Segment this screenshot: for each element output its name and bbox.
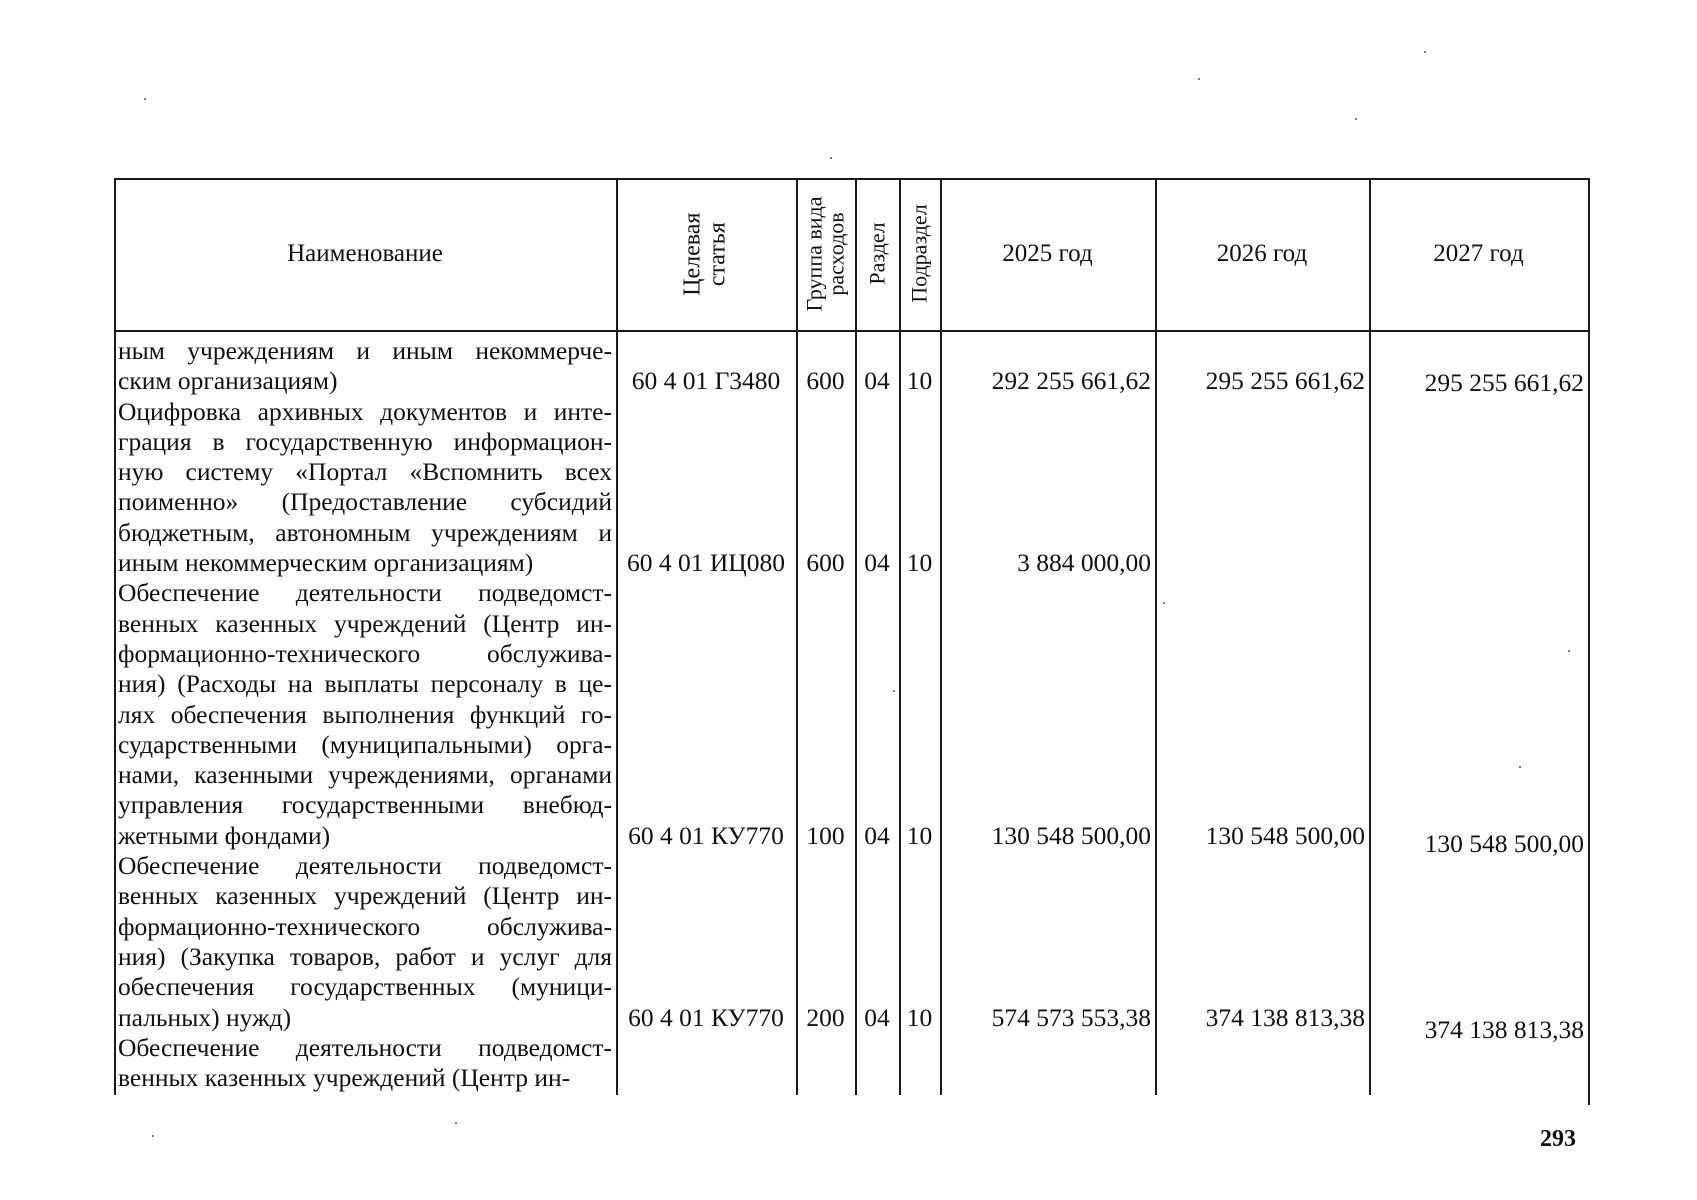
page-number: 293 <box>1540 1126 1576 1152</box>
scan-speck <box>455 1122 457 1124</box>
row-name-line: ским организациям) <box>118 366 338 396</box>
header-subsection <box>899 178 940 330</box>
table-border-right <box>1588 178 1590 1105</box>
cell-group: 100 <box>806 820 845 850</box>
row-name-line: Обеспечение деятельности подведомст- <box>118 1032 612 1062</box>
header-target-article-text: Целевая статья <box>679 212 731 296</box>
cell-section: 04 <box>864 820 890 850</box>
row-name-line: грация в государственную информацион- <box>118 426 612 456</box>
row-name-line: поименно» (Предоставление субсидий <box>118 487 612 517</box>
row-name <box>118 578 612 851</box>
row-name-line: Обеспечение деятельности подведомст- <box>118 578 612 608</box>
row-name-line: ния) (Закупка товаров, работ и услуг для <box>118 941 612 971</box>
header-name-text: Наименование <box>287 240 443 267</box>
cell-y2026: 130 548 500,00 <box>1205 820 1365 850</box>
cell-target: 60 4 01 Г3480 <box>631 366 781 396</box>
header-name <box>114 178 616 330</box>
header-year-2027-text: 2027 год <box>1433 240 1524 267</box>
cell-subsection: 10 <box>906 1002 933 1032</box>
cell-y2025: 3 884 000,00 <box>1017 548 1151 578</box>
cell-y2025: 130 548 500,00 <box>991 820 1151 850</box>
cell-section: 04 <box>864 548 890 578</box>
header-expense-group <box>796 178 855 330</box>
cell-target: 60 4 01 КУ770 <box>628 1002 784 1032</box>
row-name-line: жетными фондами) <box>118 820 331 850</box>
cell-y2026: 295 255 661,62 <box>1205 366 1365 396</box>
header-year-2027 <box>1369 178 1588 330</box>
cell-y2026: 374 138 813,38 <box>1205 1002 1365 1032</box>
scan-speck <box>144 98 146 100</box>
row-name-line: формационно-технического обслужива- <box>118 638 612 668</box>
row-name-line: сударственными (муниципальными) орга- <box>118 729 612 759</box>
cell-y2025: 574 573 553,38 <box>991 1002 1151 1032</box>
cell-target: 60 4 01 КУ770 <box>628 820 784 850</box>
row-name-line: венных казенных учреждений (Центр ин- <box>118 881 612 911</box>
scan-speck <box>830 157 832 159</box>
cell-y2027: 295 255 661,62 <box>1424 368 1584 398</box>
row-name-line: Оцифровка архивных документов и инте- <box>118 396 612 426</box>
cell-y2025: 292 255 661,62 <box>991 366 1151 396</box>
cell-group: 600 <box>806 548 845 578</box>
scan-speck <box>1198 78 1200 80</box>
cell-group: 200 <box>806 1002 845 1032</box>
cell-subsection: 10 <box>906 366 933 396</box>
row-name-line: пальных) нужд) <box>118 1002 292 1032</box>
header-year-2026-text: 2026 год <box>1216 240 1308 267</box>
row-name-line: лях обеспечения выполнения функций го- <box>118 699 612 729</box>
row-name-line: ния) (Расходы на выплаты персоналу в це- <box>118 669 612 699</box>
row-name-line: бюджетным, автономным учреждениям и <box>118 517 612 547</box>
row-name-line: нами, казенными учреждениями, органами <box>118 760 612 790</box>
row-name-line: формационно-технического обслужива- <box>118 911 612 941</box>
row-name <box>118 336 612 397</box>
header-year-2026 <box>1155 178 1369 330</box>
row-name <box>118 851 612 1033</box>
header-section-text: Раздел <box>864 222 890 286</box>
row-name-line: венных казенных учреждений (Центр ин- <box>118 1063 571 1093</box>
cell-section: 04 <box>864 1002 890 1032</box>
cell-y2027: 130 548 500,00 <box>1424 828 1584 858</box>
row-name-line: ную систему «Портал «Вспомнить всех <box>118 457 612 487</box>
header-year-2025 <box>940 178 1155 330</box>
header-subsection-text: Подраздел <box>906 204 932 304</box>
header-target-article <box>616 178 796 330</box>
cell-y2027: 374 138 813,38 <box>1424 1014 1584 1044</box>
budget-table <box>114 178 1590 1095</box>
header-section <box>855 178 899 330</box>
row-name-line: Обеспечение деятельности подведомст- <box>118 851 612 881</box>
row-name-line: управления государственными внебюд- <box>118 790 612 820</box>
row-name-line: ным учреждениям и иным некоммерче- <box>118 336 612 365</box>
cell-subsection: 10 <box>906 548 933 578</box>
cell-section: 04 <box>864 366 890 396</box>
row-name-line: обеспечения государственных (муници- <box>118 972 612 1002</box>
header-expense-group-text: Группа вида расходов <box>801 196 849 312</box>
row-name-line: венных казенных учреждений (Центр ин- <box>118 608 612 638</box>
row-name <box>118 397 612 579</box>
header-year-2025-text: 2025 год <box>1002 240 1093 267</box>
scan-speck <box>152 1135 154 1137</box>
cell-group: 600 <box>806 366 845 396</box>
cell-subsection: 10 <box>906 820 933 850</box>
cell-target: 60 4 01 ИЦ080 <box>627 548 785 578</box>
scan-speck <box>1424 51 1426 53</box>
scan-speck <box>1355 118 1357 120</box>
row-name <box>118 1033 612 1094</box>
header-bottom-border <box>114 330 1590 332</box>
row-name-line: иным некоммерческим организациям) <box>118 548 534 578</box>
